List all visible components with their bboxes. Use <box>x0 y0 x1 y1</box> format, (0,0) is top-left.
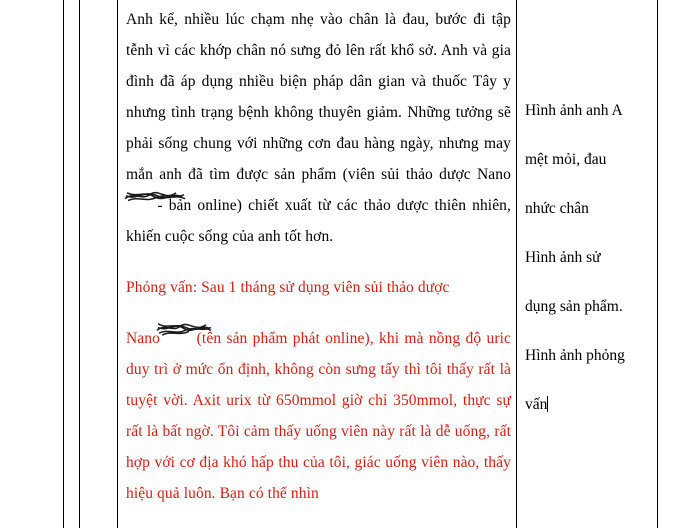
text-line: tập tễnh vì các khớp chân nó sưng đỏ lên rất khổ sở. <box>126 11 511 59</box>
paragraph-spacer-2 <box>126 303 511 323</box>
redaction-scribble-1 <box>126 190 157 221</box>
text-line: Nano <box>126 330 160 347</box>
text-line: (tên sản phẩm phát online), khi mà nồng độ <box>196 330 482 347</box>
text-line: phẩm (viên sủi thảo dược Nano <box>301 166 511 183</box>
text-line: và thuốc Tây y nhưng tình trạng bệnh không thuyên <box>126 73 511 121</box>
notes-column[interactable] <box>517 0 657 528</box>
text-line: - bản online) <box>157 197 243 214</box>
note-line-2: mệt mỏi, đau <box>525 151 607 168</box>
text-cursor <box>547 396 548 412</box>
text-line: Phỏng vấn: Sau 1 tháng sử dụng viên sủi thảo dược <box>126 279 450 296</box>
text-line: chiết xuất từ các thảo dược thiên nhiên, khiến cuộc sống <box>126 197 512 245</box>
main-text-column[interactable] <box>118 0 515 528</box>
text-line: giác uống viên nào, thấy hiệu quả luôn. Bạn có thể nhìn <box>126 454 511 502</box>
table-border-left-inner <box>79 0 80 528</box>
text-line: đau hàng ngày, nhưng may mắn anh đã tìm được sản <box>126 135 511 183</box>
paragraph-interview <box>126 272 511 303</box>
text-line: Anh và gia đình đã áp dụng nhiều biện pháp dân gian <box>126 42 511 90</box>
note-line-7-text: vấn <box>525 396 548 413</box>
redacted-product-name <box>126 197 157 214</box>
redacted-product-name-2 <box>160 330 191 347</box>
text-line: này rất là dễ uống, rất hợp với cơ địa khó hấp thu của tôi, <box>126 423 511 471</box>
note-line-6: Hình ảnh phỏng <box>525 347 625 364</box>
note-line-4: Hình ảnh sử <box>525 249 601 266</box>
note-line-3: nhức chân <box>525 200 589 217</box>
text-line: uric duy trì ở mức ổn định, không còn sưng tấy thì tôi <box>126 330 511 378</box>
note-line-5: dụng sản phẩm. <box>525 298 623 315</box>
paragraph-spacer <box>126 252 511 272</box>
text-line: Anh kể, nhiều lúc chạm nhẹ vào chân là đau, bước đi <box>126 11 486 28</box>
text-line: của anh tốt hơn. <box>232 228 334 245</box>
redaction-scribble-2 <box>160 323 191 354</box>
table-border-right-outer <box>657 0 658 528</box>
text-line: thấy rất là tuyệt vời. Axit urix từ 650mmol giờ chỉ <box>126 361 511 409</box>
note-line-7 <box>525 380 651 429</box>
text-line: giảm. Những tưởng sẽ phải sống chung với những cơn <box>126 104 511 152</box>
note-line-1: Hình ảnh anh A <box>525 102 623 119</box>
paragraph-interview-body <box>126 323 511 509</box>
paragraph-story <box>126 4 511 252</box>
text-line: 350mmol, thực sự rất là bất ngờ. Tôi cảm thấy uống viên <box>126 392 511 440</box>
table-border-left-outer <box>63 0 64 528</box>
